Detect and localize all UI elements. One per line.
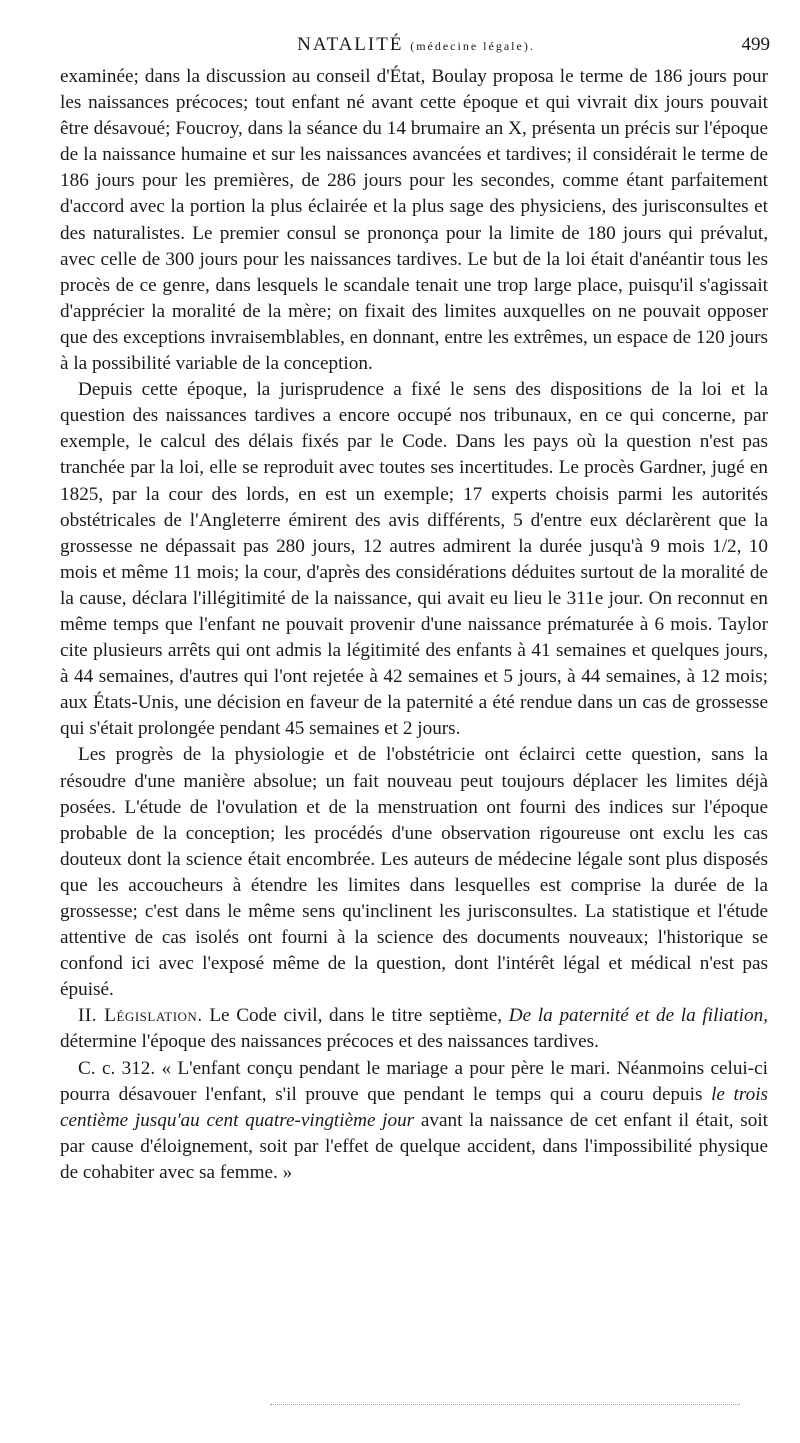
paragraph-legislation bbox=[60, 1003, 768, 1055]
page-number: 499 bbox=[741, 34, 770, 55]
footer-dotted-rule bbox=[270, 1404, 740, 1405]
article-text-b: avant la naissance de cet enfant il était, soit par cause d'éloignement, soit par l'effet de quelque accident, dans l'impossibilité physique de cohabiter avec sa femme. » bbox=[60, 1109, 768, 1183]
header-title-main: NATALITÉ bbox=[297, 34, 404, 55]
legislation-text-a: Le Code civil, dans le titre septième, bbox=[202, 1005, 509, 1027]
paragraph-3: Les progrès de la physiologie et de l'obstétricie ont éclairci cette question, sans la résoudre d'une manière absolue; un fait nouveau peut toujours déplacer les limites déjà posées. L'étude de l'ovulation et de la menstruation ont fourni des indices sur l'époque probable de la conception; les procédés d'une observation rigoureuse ont exclu les cas douteux dont la science était encombrée. Les auteurs de médecine légale sont plus disposés que les accoucheurs à étendre les limites dans lesquelles est comprise la durée de la grossesse; c'est dans le même sens qu'inclinent les jurisconsultes. La statistique et l'étude attentive de cas isolés ont fourni à la science des documents nouveaux; l'historique se confond ici avec l'exposé même de la question, dont l'intérêt légal et médical n'est pas épuisé. bbox=[60, 744, 768, 1001]
article-text-a: C. c. 312. « L'enfant conçu pendant le mariage a pour père le mari. Néanmoins celui-ci pourra désavouer l'enfant, s'il prouve que pendant le temps qui a couru depuis bbox=[60, 1057, 768, 1105]
section-heading: II. Législation. bbox=[78, 1005, 203, 1027]
header-title bbox=[58, 34, 774, 56]
paragraph-code-article bbox=[60, 1056, 768, 1186]
article-italic-period: le trois centième jusqu'au cent quatre-vingtième jour bbox=[60, 1083, 768, 1131]
paragraph-2: Depuis cette époque, la jurisprudence a fixé le sens des dispositions de la loi et la question des naissances tardives a encore occupé nos tribunaux, en ce qui concerne, par exemple, le calcul des délais fixés par le Code. Dans les pays où la question n'est pas tranchée par la loi, elle se reproduit avec toutes ses incertitudes. Le procès Gardner, jugé en 1825, par la cour des lords, en est un exemple; 17 experts choisis parmi les autorités obstétricales de l'Angleterre émirent des avis différents, 5 d'entre eux déclarèrent que la grossesse ne dépassait pas 280 jours, 12 autres admirent la durée jusqu'à 9 mois 1/2, 10 mois et même 11 mois; la cour, d'après des considérations déduites surtout de la moralité de la cause, déclara l'illégitimité de la naissance, qui avait eu lieu le 311e jour. On reconnut en même temps que l'enfant ne pouvait provenir d'une naissance prématurée à 6 mois. Taylor cite plusieurs arrêts qui ont admis la légitimité des enfants à 41 semaines et quelques jours, à 44 semaines, d'autres qui l'ont rejetée à 42 semaines et 5 jours, à 44 semaines, à 12 mois; aux États-Unis, une décision en faveur de la paternité a été rendue dans un cas de grossesse qui s'était prolongée pendant 45 semaines et 2 jours. bbox=[60, 379, 768, 740]
body-text bbox=[60, 64, 768, 1186]
legislation-title-italic: De la paternité et de la filiation, bbox=[508, 1005, 768, 1027]
legislation-text-b: détermine l'époque des naissances précoces et des naissances tardives. bbox=[60, 1031, 599, 1053]
header-title-sub: (médecine légale). bbox=[410, 39, 535, 53]
running-header bbox=[58, 28, 774, 62]
paragraph-1: examinée; dans la discussion au conseil d'État, Boulay proposa le terme de 186 jours pour les naissances précoces; tout enfant né avant cette époque et qui vivrait dix jours pouvait être désavoué; Foucroy, dans la séance du 14 brumaire an X, présenta un précis sur l'époque de la naissance humaine et sur les naissances avancées et tardives; il considérait le terme de 186 jours pour les premières, de 286 jours pour les secondes, comme étant parfaitement d'accord avec la portion la plus éclairée et la plus sage des physiciens, des jurisconsultes et des naturalistes. Le premier consul se prononça pour la limite de 180 jours qui prévalut, avec celle de 300 jours pour les naissances tardives. Le but de la loi était d'anéantir tous les procès de ce genre, dans lesquels le scandale tenait une trop large place, puisqu'il s'agissait d'apprécier la moralité de la mère; on fixait des limites auxquelles on ne pouvait opposer que des exceptions invraisemblables, en donnant, entre les extrêmes, un espace de 120 jours à la possibilité variable de la conception. bbox=[60, 66, 768, 375]
